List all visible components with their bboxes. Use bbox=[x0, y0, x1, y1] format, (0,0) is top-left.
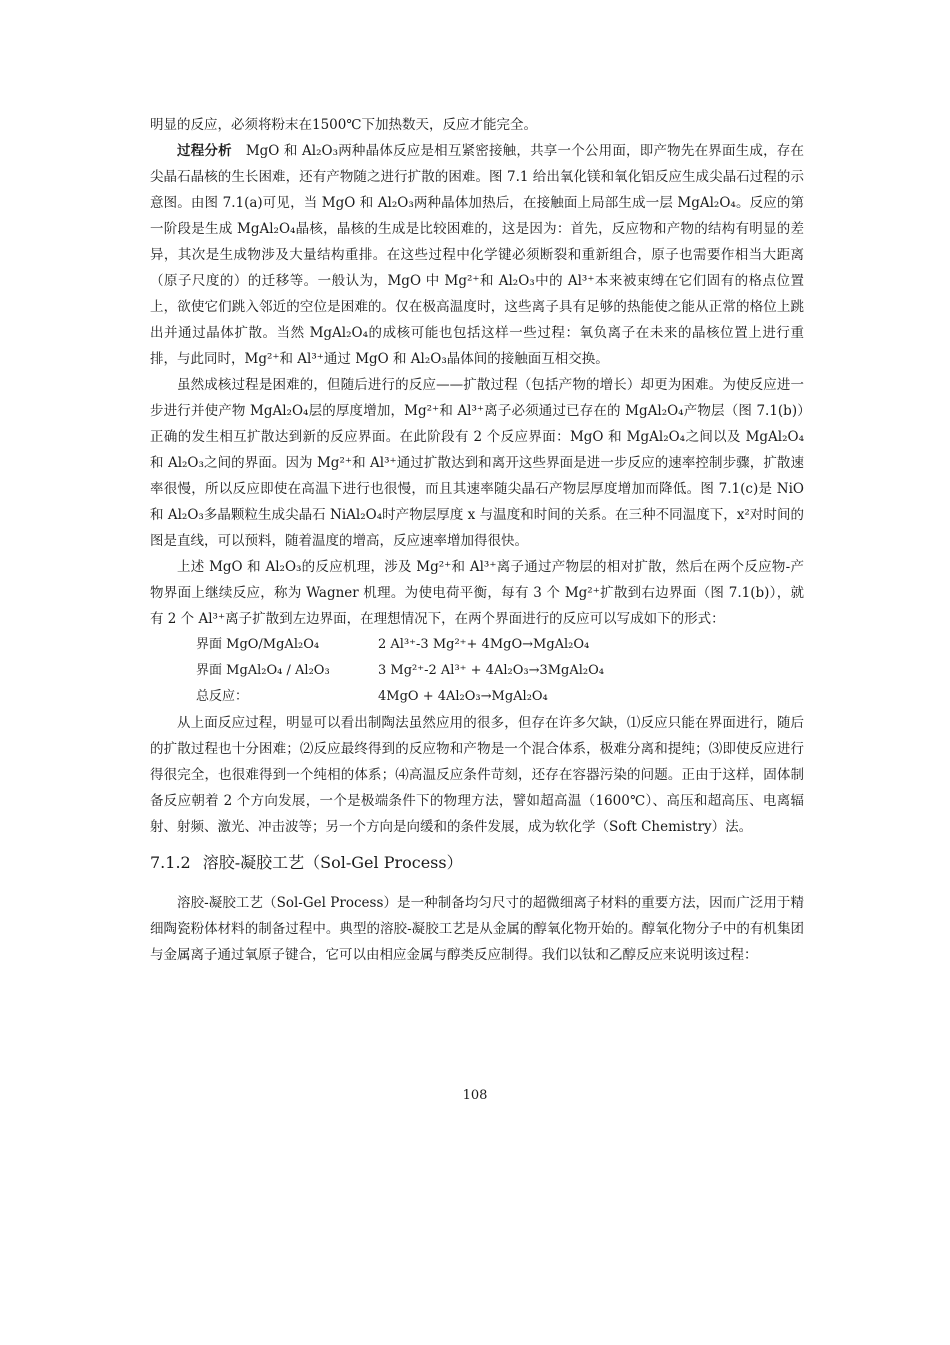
reaction-equation: 2 Al³⁺-3 Mg²⁺+ 4MgO→MgAl₂O₄ bbox=[378, 637, 590, 652]
page-number: 108 bbox=[462, 1088, 488, 1103]
section-number: 7.1.2 bbox=[150, 853, 191, 872]
reaction-label: 界面 MgAl₂O₄ / Al₂O₃ bbox=[196, 663, 330, 678]
section-heading bbox=[150, 848, 804, 878]
reaction-equation: 4MgO + 4Al₂O₃→MgAl₂O₄ bbox=[378, 689, 548, 704]
paragraph-diffusion: 虽然成核过程是困难的，但随后进行的反应——扩散过程（包括产物的增长）却更为困难。为使反应进一步进行并使产物 MgAl₂O₄层的厚度增加，Mg²⁺和 Al³⁺离子必须通过已存在的 MgAl₂O₄产物层（图 7.1(b)）正确的发生相互扩散达到新的反应界面。在此阶段有 2 个反应界面：MgO 和 MgAl₂O₄之间以及 MgAl₂O₄ 和 Al₂O₃之间的界面。因为 Mg²⁺和 Al³⁺通过扩散达到和离开这些界面是进一步反应的速率控制步骤，扩散速率很慢，所以反应即使在高温下进行也很慢，而且其速率随尖晶石产物层厚度增加而降低。图 7.1(c)是 NiO 和 Al₂O₃多晶颗粒生成尖晶石 NiAl₂O₄时产物层厚度 x 与温度和时间的关系。在三种不同温度下，x²对时间的图是直线，可以预料，随着温度的增高，反应速率增加得很快。 bbox=[150, 377, 804, 549]
reaction-row bbox=[150, 658, 804, 684]
process-analysis-text: MgO 和 Al₂O₃两种晶体反应是相互紧密接触，共享一个公用面，即产物先在界面生成，存在尖晶石晶核的生长困难，还有产物随之进行扩散的困难。图 7.1 给出氧化镁和氧化铝反应生成尖晶石过程的示意图。由图 7.1(a)可见，当 MgO 和 Al₂O₃两种晶体加热后，在接触面上局部生成一层 MgAl₂O₄。反应的第一阶段是生成 MgAl₂O₄晶核，晶核的生成是比较困难的，这是因为：首先，反应物和产物的结构有明显的差异，其次是生成物涉及大量结构重排。在这些过程中化学键必须断裂和重新组合，原子也需要作相当大距离（原子尺度的）的迁移等。一般认为，MgO 中 Mg²⁺和 Al₂O₃中的 Al³⁺本来被束缚在它们固有的格点位置上，欲使它们跳入邻近的空位是困难的。仅在极高温度时，这些离子具有足够的热能使之能从正常的格位上跳出并通过晶体扩散。当然 MgAl₂O₄的成核可能也包括这样一些过程：氧负离子在未来的晶核位置上进行重排，与此同时，Mg²⁺和 Al³⁺通过 MgO 和 Al₂O₃晶体间的接触面互相交换。 bbox=[150, 143, 805, 367]
paragraph-wagner: 上述 MgO 和 Al₂O₃的反应机理，涉及 Mg²⁺和 Al³⁺离子通过产物层的相对扩散，然后在两个反应物-产物界面上继续反应，称为 Wagner 机理。为使电荷平衡，每有 3 个 Mg²⁺扩散到右边界面（图 7.1(b)），就有 2 个 Al³⁺离子扩散到左边界面，在理想情况下，在两个界面进行的反应可以写成如下的形式： bbox=[150, 559, 804, 627]
reaction-row bbox=[150, 632, 804, 658]
paragraph-continuation: 明显的反应，必须将粉末在1500℃下加热数天，反应才能完全。 bbox=[150, 117, 537, 133]
reaction-label: 总反应： bbox=[196, 689, 249, 704]
reaction-row bbox=[150, 684, 804, 710]
section-title: 溶胶-凝胶工艺（Sol-Gel Process） bbox=[202, 853, 463, 872]
paragraph-shortcomings: 从上面反应过程，明显可以看出制陶法虽然应用的很多，但存在许多欠缺，⑴反应只能在界面进行，随后的扩散过程也十分困难；⑵反应最终得到的反应物和产物是一个混合体系，极难分离和提纯；⑶即使反应进行得很完全，也很难得到一个纯相的体系；⑷高温反应条件苛刻，还存在容器污染的问题。正由于这样，固体制备反应朝着 2 个方向发展，一个是极端条件下的物理方法，譬如超高温（1600℃）、高压和超高压、电离辐射、射频、激光、冲击波等；另一个方向是向缓和的条件发展，成为软化学（Soft Chemistry）法。 bbox=[150, 715, 804, 835]
paragraph-sol-gel: 溶胶-凝胶工艺（Sol-Gel Process）是一种制备均匀尺寸的超微细离子材料的重要方法，因而广泛用于精细陶瓷粉体材料的制备过程中。典型的溶胶-凝胶工艺是从金属的醇氧化物开始的。醇氧化物分子中的有机集团与金属离子通过氧原子键合，它可以由相应金属与醇类反应制得。我们以钛和乙醇反应来说明该过程： bbox=[150, 895, 804, 963]
paragraph-process-analysis bbox=[150, 138, 804, 372]
reaction-equation: 3 Mg²⁺-2 Al³⁺ + 4Al₂O₃→3MgAl₂O₄ bbox=[378, 663, 605, 678]
page-body bbox=[150, 112, 804, 968]
process-analysis-label: 过程分析 bbox=[177, 143, 232, 159]
reaction-label: 界面 MgO/MgAl₂O₄ bbox=[196, 637, 320, 652]
